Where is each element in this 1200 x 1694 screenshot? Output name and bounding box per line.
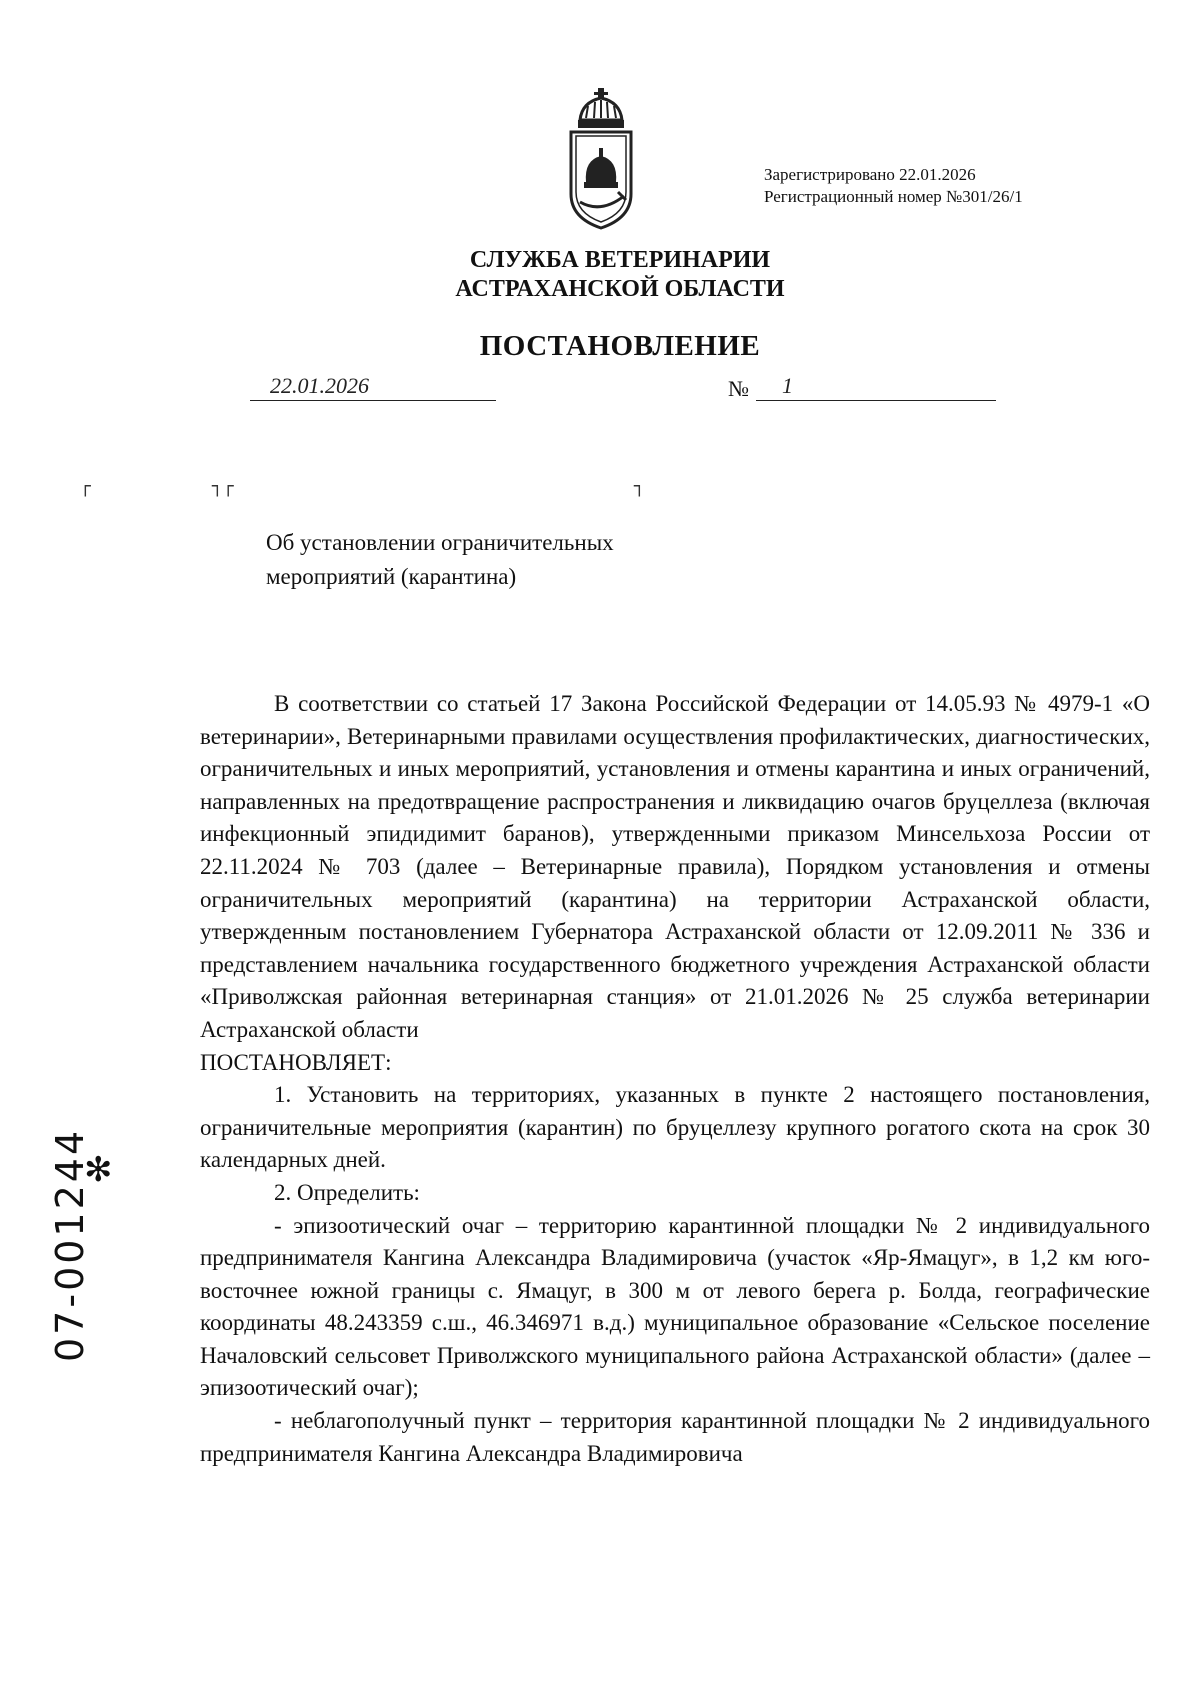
authority-line-1: СЛУЖБА ВЕТЕРИНАРИИ xyxy=(469,247,771,273)
document-subject xyxy=(266,526,614,594)
side-mark: ✻ xyxy=(84,1150,113,1190)
subject-line-1: Об установлении ограничительных xyxy=(266,530,614,555)
number-label: № xyxy=(728,376,749,401)
preamble-paragraph: В соответствии со статьей 17 Закона Российской Федерации от 14.05.93 № 4979-1 «О ветеринарии», Ветеринарными правилами осуществления профилактических, диагностических, ограничительных и иных мероприятий, установления и отмены карантина и иных ограничений, направленных на предотвращение распространения и ликвидацию очагов бруцеллеза (включая инфекционный эпидидимит баранов), утвержденными приказом Минсельхоза России от 22.11.2024 № 703 (далее – Ветеринарные правила), Порядком установления и отмены ограничительных мероприятий (карантина) на территории Астраханской области, утвержденным постановлением Губернатора Астраханской области от 12.09.2011 № 336 и представлением начальника государственного бюджетного учреждения Астраханской области «Приволжская районная ветеринарная станция» от 21.01.2026 № 25 служба ветеринарии Астраханской области xyxy=(200,691,1150,1042)
item-2-heading: 2. Определить: xyxy=(274,1179,420,1205)
subject-line-2: мероприятий (карантина) xyxy=(266,564,517,589)
issuing-authority xyxy=(0,246,1200,304)
item-2-point-paragraph: - неблагополучный пункт – территория карантинной площадки № 2 индивидуального предпринимателя Кангина Александра Владимировича xyxy=(200,1408,1150,1466)
coat-of-arms-icon xyxy=(566,86,636,232)
registration-stamp xyxy=(764,164,1023,208)
item-1-paragraph: 1. Установить на территориях, указанных в пункте 2 настоящего постановления, ограничительные мероприятия (карантин) по бруцеллезу крупного рогатого скота на срок 30 календарных дней. xyxy=(200,1082,1150,1173)
document-number: 1 xyxy=(756,372,996,401)
document-type-heading: ПОСТАНОВЛЕНИЕ xyxy=(479,330,761,362)
document-date: 22.01.2026 xyxy=(250,372,496,401)
authority-line-2: АСТРАХАНСКОЙ ОБЛАСТИ xyxy=(455,276,785,302)
registration-number: Регистрационный номер №301/26/1 xyxy=(764,187,1023,206)
corner-mark-left: ┌ xyxy=(80,476,91,497)
corner-mark-middle: ┐┌ xyxy=(212,476,234,497)
registration-date: Зарегистрировано 22.01.2026 xyxy=(764,165,976,184)
corner-mark-right: ┐ xyxy=(634,476,645,497)
document-body xyxy=(200,688,1150,1470)
side-registry-stamp: 07-001244 xyxy=(48,1127,92,1362)
resolves-heading: ПОСТАНОВЛЯЕТ: xyxy=(200,1049,392,1075)
item-2-focus-paragraph: - эпизоотический очаг – территорию карантинной площадки № 2 индивидуального предпринимателя Кангина Александра Владимировича (участок «Яр-Ямацуг», в 1,2 км юго-восточнее южной границы с. Ямацуг, в 300 м от левого берега р. Болда, географические координаты 48.243359 с.ш., 46.346971 в.д.) муниципальное образование «Сельское поселение Началовский сельсовет Приволжского муниципального района Астраханской области» (далее – эпизоотический очаг); xyxy=(200,1212,1150,1401)
